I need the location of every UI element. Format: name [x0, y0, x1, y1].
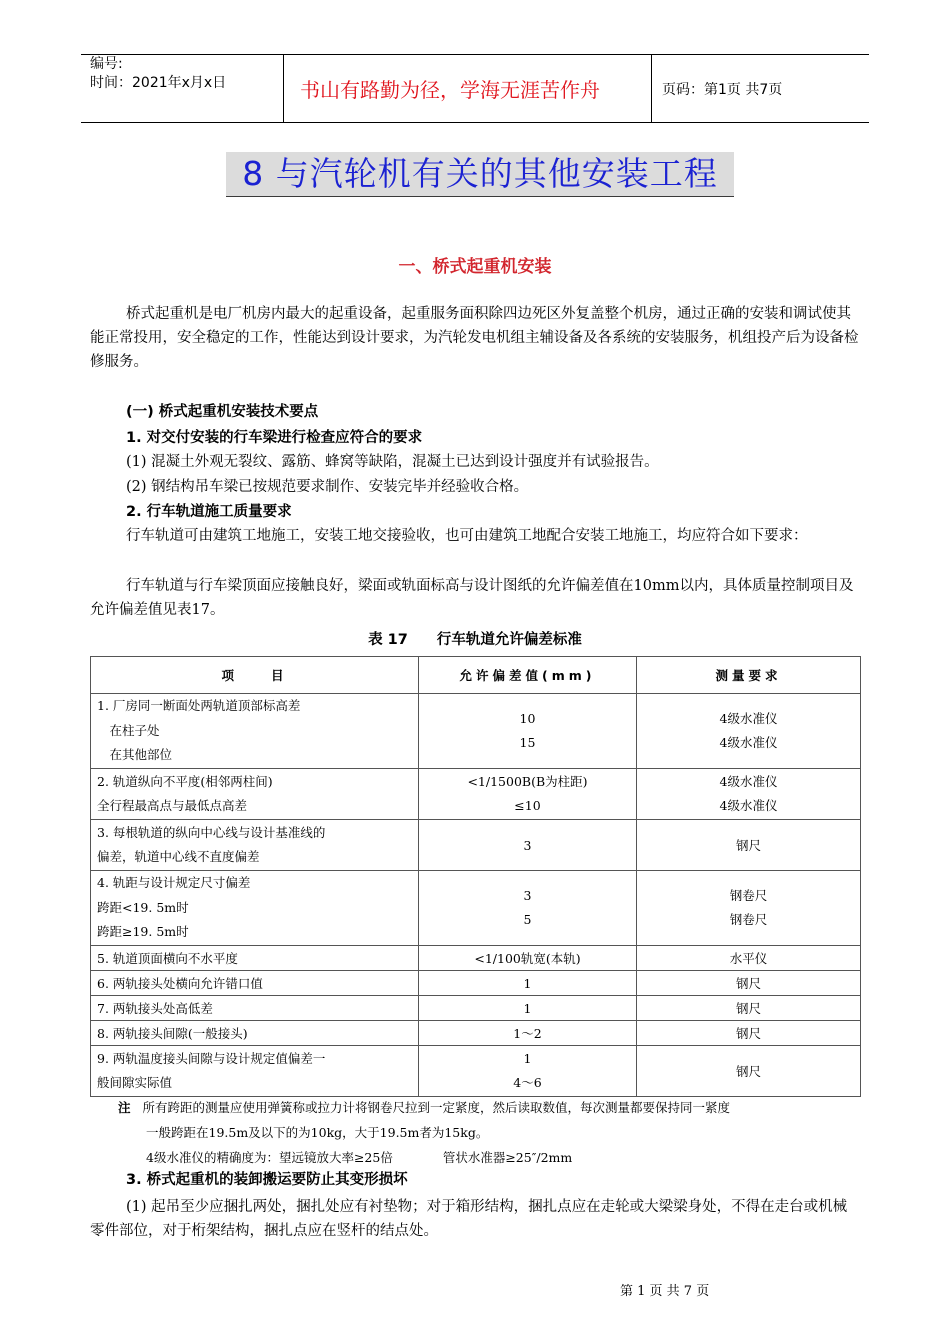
row-method-cell [637, 769, 861, 820]
note-text-1: 所有跨距的测量应使用弹簧称或拉力计将钢卷尺拉到一定紧度，然后读取数值，每次测量都要保持同一紧度 [142, 1100, 730, 1115]
row-value-cell: 1 [419, 996, 637, 1021]
row-item-line: 4. 轨距与设计规定尺寸偏差 [97, 875, 251, 891]
row-item-line: 偏差，轨道中心线不直度偏差 [97, 849, 260, 864]
row-value-line: 10 [519, 710, 536, 726]
item-heading-1: 1. 对交付安装的行车梁进行检查应符合的要求 [126, 430, 423, 446]
intro-paragraph: 桥式起重机是电厂机房内最大的起重设备，起重服务面积除四边死区外复盖整个机房，通过正确的安装和调试使其能正常投用，安全稳定的工作，性能达到设计要求，为汽轮发电机组主辅设备及各系统的安装服务，机组投产后为设备检修服务。 [90, 306, 859, 370]
row-item-cell: 5. 轨道顶面横向不水平度 [91, 946, 419, 971]
row-method-cell: 钢尺 [637, 1046, 861, 1097]
row-value-line: 15 [519, 735, 536, 750]
document-number-label: 编号: [90, 56, 123, 72]
table-row [91, 820, 861, 871]
row-item-cell [91, 769, 419, 820]
table-row [91, 946, 861, 971]
row-method-cell [637, 694, 861, 769]
row-method-line: 钢卷尺 [729, 912, 768, 927]
table-row [91, 1046, 861, 1097]
row-item-line: 跨距≥19. 5m时 [97, 924, 189, 940]
row-item-cell [91, 1046, 419, 1097]
table-note-3: 4级水准仪的精确度为：望远镜放大率≥25倍 管状水准器≥25″/2mm [146, 1150, 573, 1165]
row-method-cell: 钢尺 [637, 820, 861, 871]
header-left [90, 55, 226, 93]
header-top-rule [81, 54, 869, 55]
row-item-line: 1. 厂房同一断面处两轨道顶部标高差 [97, 698, 301, 714]
row-method-cell: 钢尺 [637, 971, 861, 996]
row-value-cell [419, 1046, 637, 1097]
row-method-line: 4级水准仪 [719, 710, 778, 726]
row-value-cell [419, 694, 637, 769]
document-title: 8 与汽轮机有关的其他安装工程 [226, 152, 734, 197]
row-value-line: ≤10 [514, 798, 541, 813]
table-row [91, 1021, 861, 1046]
item-2-paragraph-2: 行车轨道与行车梁顶面应接触良好，梁面或轨面标高与设计图纸的允许偏差值在10mm以内，具体质量控制项目及允许偏差值见表17。 [90, 578, 854, 618]
item-3-1: (1) 起吊至少应捆扎两处，捆扎处应有衬垫物；对于箱形结构，捆扎点应在走轮或大梁梁身处，不得在走台或机械零件部位，对于桁架结构，捆扎点应在竖杆的结点处。 [90, 1199, 848, 1239]
row-value-cell [419, 871, 637, 946]
page-footer: 第 1 页 共 7 页 [620, 1284, 710, 1299]
item-heading-2: 2. 行车轨道施工质量要求 [126, 504, 292, 520]
header-divider-left [283, 54, 284, 122]
row-method-line: 钢卷尺 [729, 887, 768, 903]
row-item-line: 在柱子处 [97, 722, 160, 738]
table-row [91, 971, 861, 996]
row-value-line: 3 [523, 887, 532, 903]
table-header-row [91, 657, 861, 694]
row-value-line: 5 [523, 912, 532, 927]
column-header-value: 允许偏差值(mm) [419, 657, 637, 694]
row-item-cell [91, 871, 419, 946]
row-item-line: 全行程最高点与最低点高差 [97, 798, 248, 813]
row-item-line: 9. 两轨温度接头间隙与设计规定值偏差一 [97, 1050, 326, 1066]
table-row [91, 871, 861, 946]
row-method-cell: 钢尺 [637, 1021, 861, 1046]
header-divider-right [651, 54, 652, 122]
row-value-cell [419, 769, 637, 820]
row-method-cell [637, 871, 861, 946]
header-bottom-rule [81, 122, 869, 123]
row-item-cell [91, 694, 419, 769]
header-motto: 书山有路勤为径，学海无涯苦作舟 [300, 78, 600, 102]
row-method-line: 4级水准仪 [719, 798, 778, 813]
row-method-cell: 钢尺 [637, 996, 861, 1021]
row-item-line: 跨距<19. 5m时 [97, 899, 189, 915]
table-caption: 表 17 行车轨道允许偏差标准 [368, 632, 582, 648]
subsection-heading: (一) 桥式起重机安装技术要点 [126, 404, 319, 420]
tolerance-table [90, 656, 861, 1097]
table-row [91, 694, 861, 769]
row-item-cell [91, 820, 419, 871]
row-value-line: 4～6 [513, 1075, 542, 1090]
section-title: 一、桥式起重机安装 [398, 257, 552, 277]
item-1-2: (2) 钢结构吊车梁已按规范要求制作、安装完毕并经验收合格。 [126, 479, 529, 495]
row-method-cell: 水平仪 [637, 946, 861, 971]
row-value-line: 1 [523, 1050, 532, 1066]
row-item-line: 在其他部位 [97, 747, 173, 763]
table-row [91, 996, 861, 1021]
row-value-cell: 1～2 [419, 1021, 637, 1046]
column-header-method: 测量要求 [637, 657, 861, 694]
column-header-item: 项 目 [91, 657, 419, 694]
row-value-cell: 3 [419, 820, 637, 871]
header-page-label: 页码：第1页 共7页 [662, 82, 783, 98]
table-row [91, 769, 861, 820]
row-method-line: 4级水准仪 [719, 773, 778, 789]
row-item-cell: 7. 两轨接头处高低差 [91, 996, 419, 1021]
document-time-label: 时间：2021年x月x日 [90, 75, 227, 91]
row-item-line: 般间隙实际值 [97, 1075, 173, 1090]
item-1-1: (1) 混凝土外观无裂纹、露筋、蜂窝等缺陷，混凝土已达到设计强度并有试验报告。 [126, 454, 659, 470]
row-item-line: 2. 轨道纵向不平度(相邻两柱间) [97, 773, 273, 789]
table-note-1 [118, 1096, 730, 1120]
note-label: 注 [118, 1100, 131, 1115]
item-2-paragraph-1: 行车轨道可由建筑工地施工，安装工地交接验收，也可由建筑工地配合安装工地施工，均应符合如下要求： [126, 528, 808, 544]
row-method-line: 4级水准仪 [719, 735, 778, 750]
item-heading-3: 3. 桥式起重机的装卸搬运要防止其变形损坏 [126, 1172, 408, 1188]
row-value-cell: <1/100轨宽(本轨) [419, 946, 637, 971]
table-note-2: 一般跨距在19.5m及以下的为10kg，大于19.5m者为15kg。 [146, 1125, 489, 1140]
row-item-line: 3. 每根轨道的纵向中心线与设计基准线的 [97, 824, 326, 840]
row-item-cell: 8. 两轨接头间隙(一般接头) [91, 1021, 419, 1046]
row-value-cell: 1 [419, 971, 637, 996]
row-item-cell: 6. 两轨接头处横向允许错口值 [91, 971, 419, 996]
row-value-line: <1/1500B(B为柱距) [467, 773, 588, 789]
